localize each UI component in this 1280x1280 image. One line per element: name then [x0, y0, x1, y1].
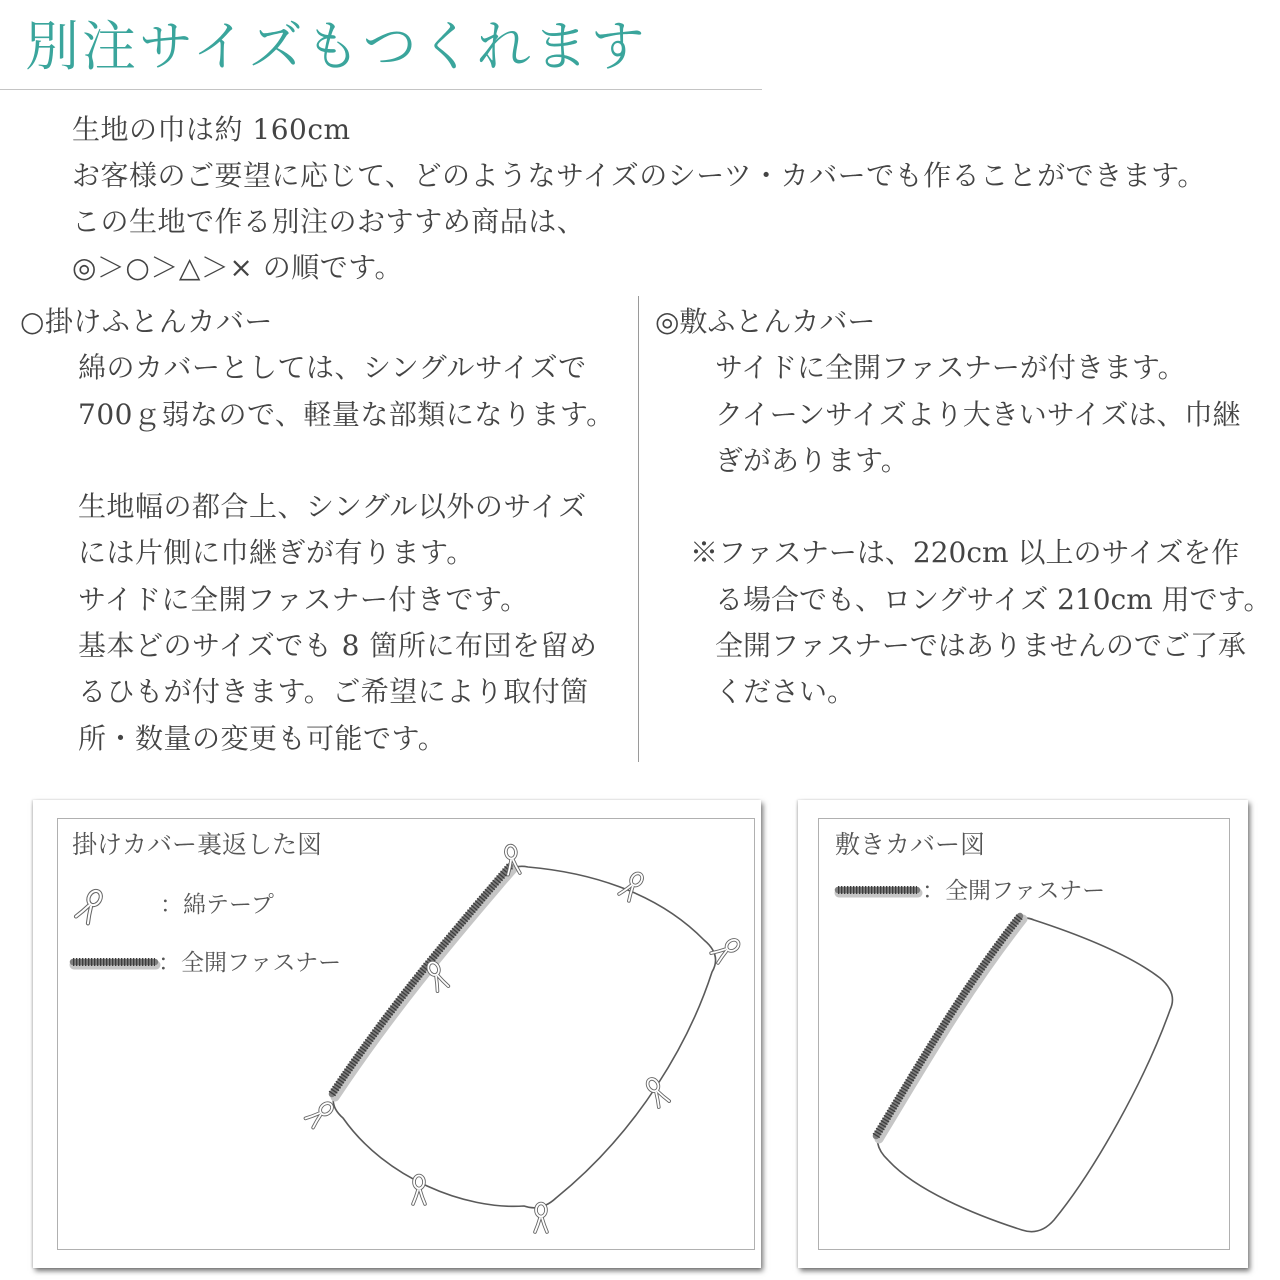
duvet-diagram-title: 掛けカバー裏返した図 — [72, 830, 323, 859]
mattress-cover-paragraph-note — [640, 530, 1276, 715]
note-line: 全開ファスナーではありませんのでご了承 — [715, 629, 1246, 663]
intro-line-recommendation: この生地で作る別注のおすすめ商品は、 — [72, 205, 586, 238]
intro-line-custom-size: お客様のご要望に応じて、どのようなサイズのシーツ・カバーでも作ることができます。 — [72, 159, 1206, 192]
body-line: 生地幅の都合上、シングル以外のサイズ — [78, 490, 587, 524]
body-line: ぎがあります。 — [715, 443, 909, 477]
mattress-diagram-title: 敷きカバー図 — [835, 830, 986, 859]
intro-line-fabric-width: 生地の巾は約 160cm — [72, 113, 351, 146]
mattress-cover-heading: ◎敷ふとんカバー — [655, 305, 876, 338]
duvet-cover-section — [0, 299, 636, 762]
intro-line-ranking: ◎＞○＞△＞× の順です。 — [72, 251, 404, 284]
duvet-cover-diagram — [33, 800, 761, 1268]
cotton-tape-tie-icon — [413, 1176, 425, 1205]
column-divider — [638, 296, 639, 762]
legend-zipper-label: ：全開ファスナー — [158, 950, 342, 976]
body-line: には片側に巾継ぎが有ります。 — [78, 536, 475, 570]
note-line: ください。 — [715, 675, 856, 709]
body-line: 700ｇ弱なので、軽量な部類になります。 — [78, 397, 615, 431]
mattress-cover-paragraph-zipper — [640, 345, 1276, 484]
mattress-cover-drawing — [798, 800, 1248, 1268]
body-line: るひもが付きます。ご希望により取付箇 — [78, 675, 589, 709]
duvet-cover-paragraph-weight — [0, 345, 636, 438]
zipper-icon — [73, 962, 156, 965]
duvet-cover-paragraph-details — [0, 484, 636, 762]
body-line: 基本どのサイズでも 8 箇所に布団を留め — [78, 629, 598, 663]
body-line: クイーンサイズより大きいサイズは、巾継 — [715, 397, 1241, 431]
legend-tape-label: ：綿テープ — [160, 892, 274, 918]
intro-text — [72, 107, 1206, 291]
cotton-tape-tie-icon — [535, 1204, 547, 1233]
title-underline — [0, 89, 762, 90]
body-line: 綿のカバーとしては、シングルサイズで — [78, 351, 587, 385]
cotton-tape-tie-icon — [305, 1100, 335, 1128]
page-title: 別注サイズもつくれます — [25, 15, 648, 78]
duvet-cover-heading: ○掛けふとんカバー — [20, 305, 273, 338]
body-line: サイドに全開ファスナー付きです。 — [78, 582, 529, 616]
body-line: 所・数量の変更も可能です。 — [78, 721, 447, 755]
duvet-cover-outline — [333, 866, 715, 1207]
note-line: ※ファスナーは、220cm 以上のサイズを作 — [690, 536, 1240, 570]
duvet-cover-drawing — [33, 800, 761, 1268]
zipper-icon — [838, 890, 918, 893]
mattress-cover-section — [640, 299, 1276, 716]
body-line: サイドに全開ファスナーが付きます。 — [715, 351, 1186, 385]
mattress-cover-diagram — [798, 800, 1248, 1268]
note-line: る場合でも、ロングサイズ 210cm 用です。 — [715, 582, 1272, 616]
legend-zipper-label: ：全開ファスナー — [922, 878, 1106, 904]
cotton-tape-tie-icon — [76, 888, 104, 923]
